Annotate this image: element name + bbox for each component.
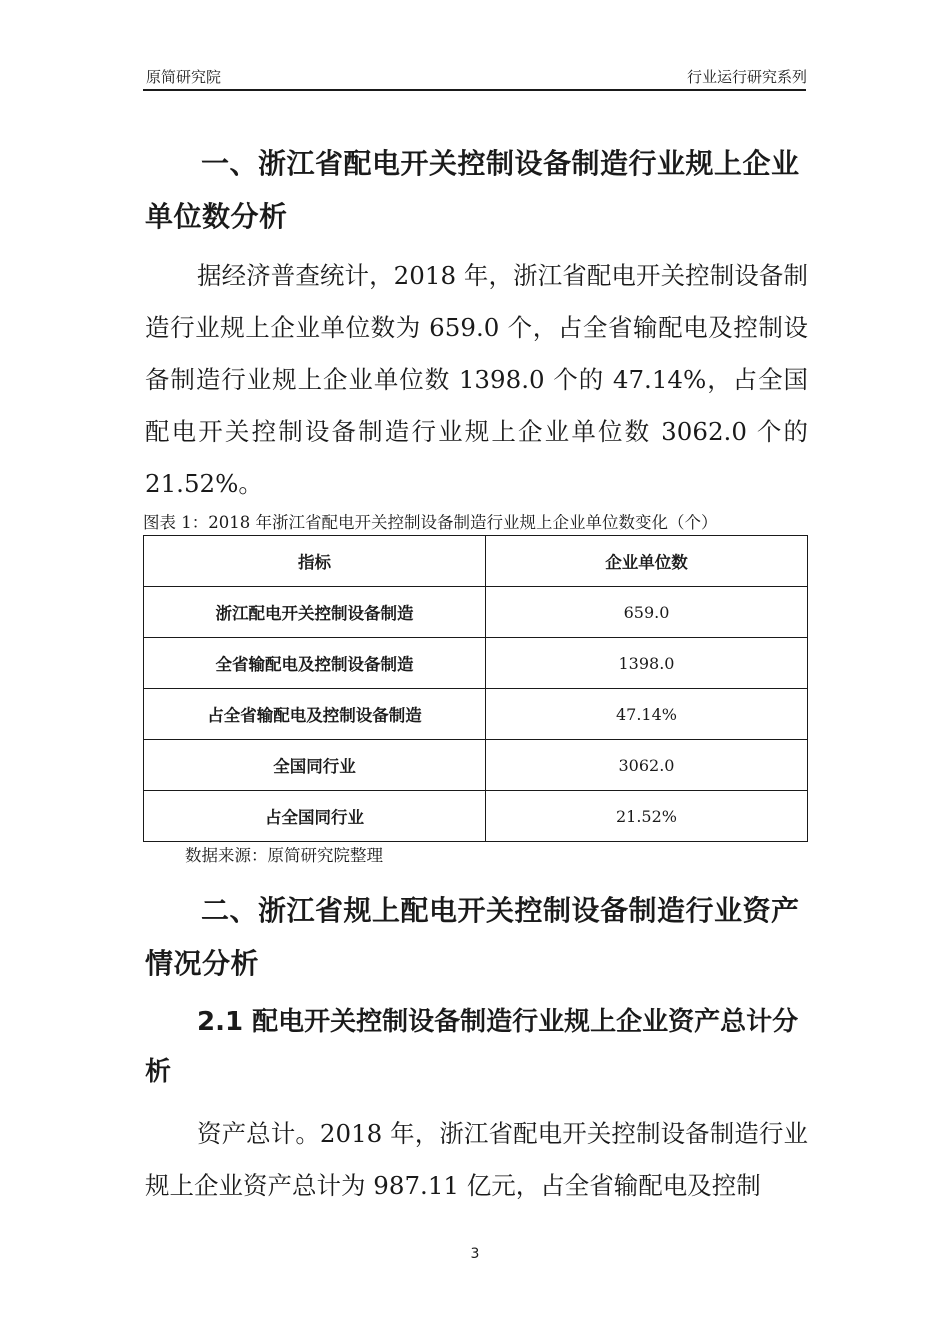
header-org-name: 原简研究院 <box>146 68 222 86</box>
page-number: 3 <box>470 1246 480 1262</box>
header-indicator: 指标 <box>144 536 486 587</box>
data-source-note: 数据来源：原简研究院整理 <box>185 846 383 865</box>
row-label: 全省输配电及控制设备制造 <box>144 638 486 689</box>
row-label: 占全省输配电及控制设备制造 <box>144 689 486 740</box>
row-label: 浙江配电开关控制设备制造 <box>144 587 486 638</box>
header-series-name: 行业运行研究系列 <box>686 68 807 86</box>
table-row <box>144 587 808 638</box>
section2-heading: 二、浙江省规上配电开关控制设备制造行业资产情况分析 <box>145 894 800 980</box>
section2-subheading: 2.1 配电开关控制设备制造行业规上企业资产总计分析 <box>145 1007 799 1087</box>
row-label: 全国同行业 <box>144 740 486 791</box>
row-value: 659.0 <box>486 587 808 638</box>
table-caption: 图表 1：2018 年浙江省配电开关控制设备制造行业规上企业单位数变化（个） <box>143 513 718 532</box>
section1-paragraph: 据经济普查统计，2018 年，浙江省配电开关控制设备制造行业规上企业单位数为 659.0 个，占全省输配电及控制设备制造行业规上企业单位数 1398.0 个的 47.14%，占全国配电开关控制设备制造行业规上企业单位数 3062.0 个的 21.52%。 <box>145 261 808 498</box>
enterprise-count-table <box>143 535 808 842</box>
table-header-row <box>144 536 808 587</box>
table-row <box>144 791 808 842</box>
row-value: 47.14% <box>486 689 808 740</box>
row-value: 21.52% <box>486 791 808 842</box>
row-value: 1398.0 <box>486 638 808 689</box>
section2-paragraph: 资产总计。2018 年，浙江省配电开关控制设备制造行业规上企业资产总计为 987.11 亿元，占全省输配电及控制 <box>145 1119 808 1200</box>
section1-heading: 一、浙江省配电开关控制设备制造行业规上企业单位数分析 <box>145 147 800 233</box>
table-row <box>144 740 808 791</box>
header-enterprise-count: 企业单位数 <box>486 536 808 587</box>
table-row <box>144 689 808 740</box>
row-label: 占全国同行业 <box>144 791 486 842</box>
table-row <box>144 638 808 689</box>
header-divider <box>143 89 806 91</box>
row-value: 3062.0 <box>486 740 808 791</box>
